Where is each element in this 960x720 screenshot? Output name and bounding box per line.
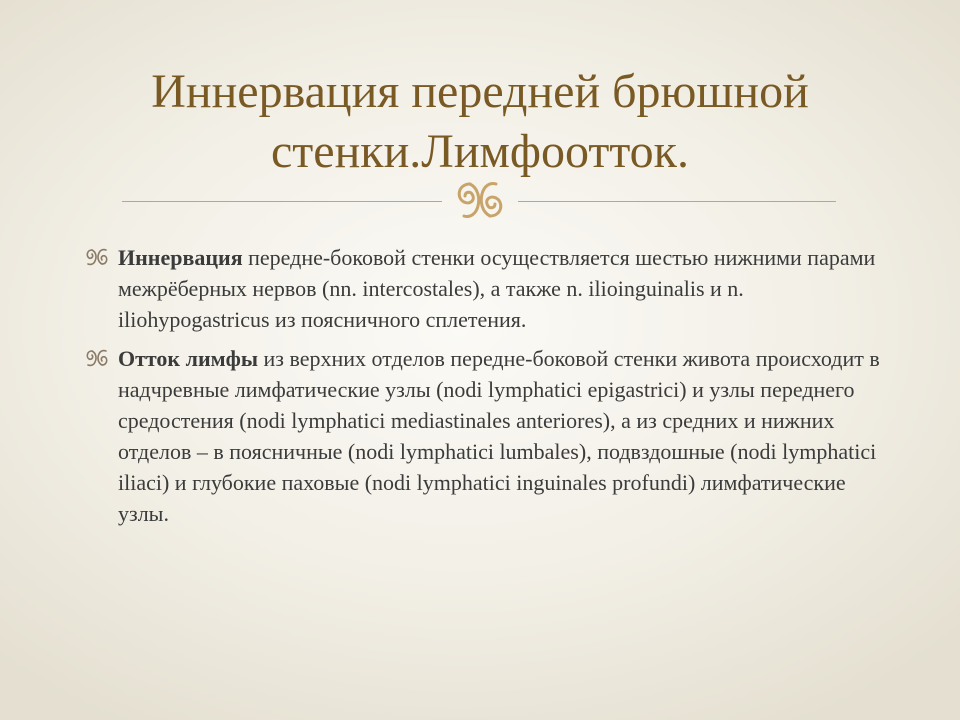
scroll-bullet-icon <box>84 247 110 267</box>
scroll-ornament-icon <box>448 176 512 224</box>
scroll-bullet-icon <box>84 348 110 368</box>
bullet-innervation-bold: Иннервация <box>118 245 243 270</box>
bullet-innervation-text: передне-боковой стенки осуществляется шестью нижними парами межрёберных нервов (nn. intercostales), а также n. ilioinguinalis и n. iliohypogastricus из поясничного сплетения. <box>118 245 876 332</box>
bullet-lymph-bold: Отток лимфы <box>118 346 259 371</box>
bullet-lymph-outflow <box>84 343 884 529</box>
bullet-lymph-text: из верхних отделов передне-боковой стенки живота происходит в надчревные лимфатические узлы (nodi lymphatici epigastrici) и узлы переднего средостения (nodi lymphatici mediastinales anteriores), а из средних и нижних отделов – в поясничные (nodi lymphatici lumbales), подвздошные (nodi lymphatici iliaci) и глубокие паховые (nodi lymphatici inguinales profundi) лимфатические узлы. <box>118 346 880 526</box>
title-divider-left <box>122 201 442 202</box>
title-divider-right <box>518 201 836 202</box>
bullet-innervation <box>84 242 884 335</box>
slide-title: Иннервация передней брюшной стенки.Лимфоотток. <box>151 65 809 178</box>
slide-content <box>84 242 884 537</box>
